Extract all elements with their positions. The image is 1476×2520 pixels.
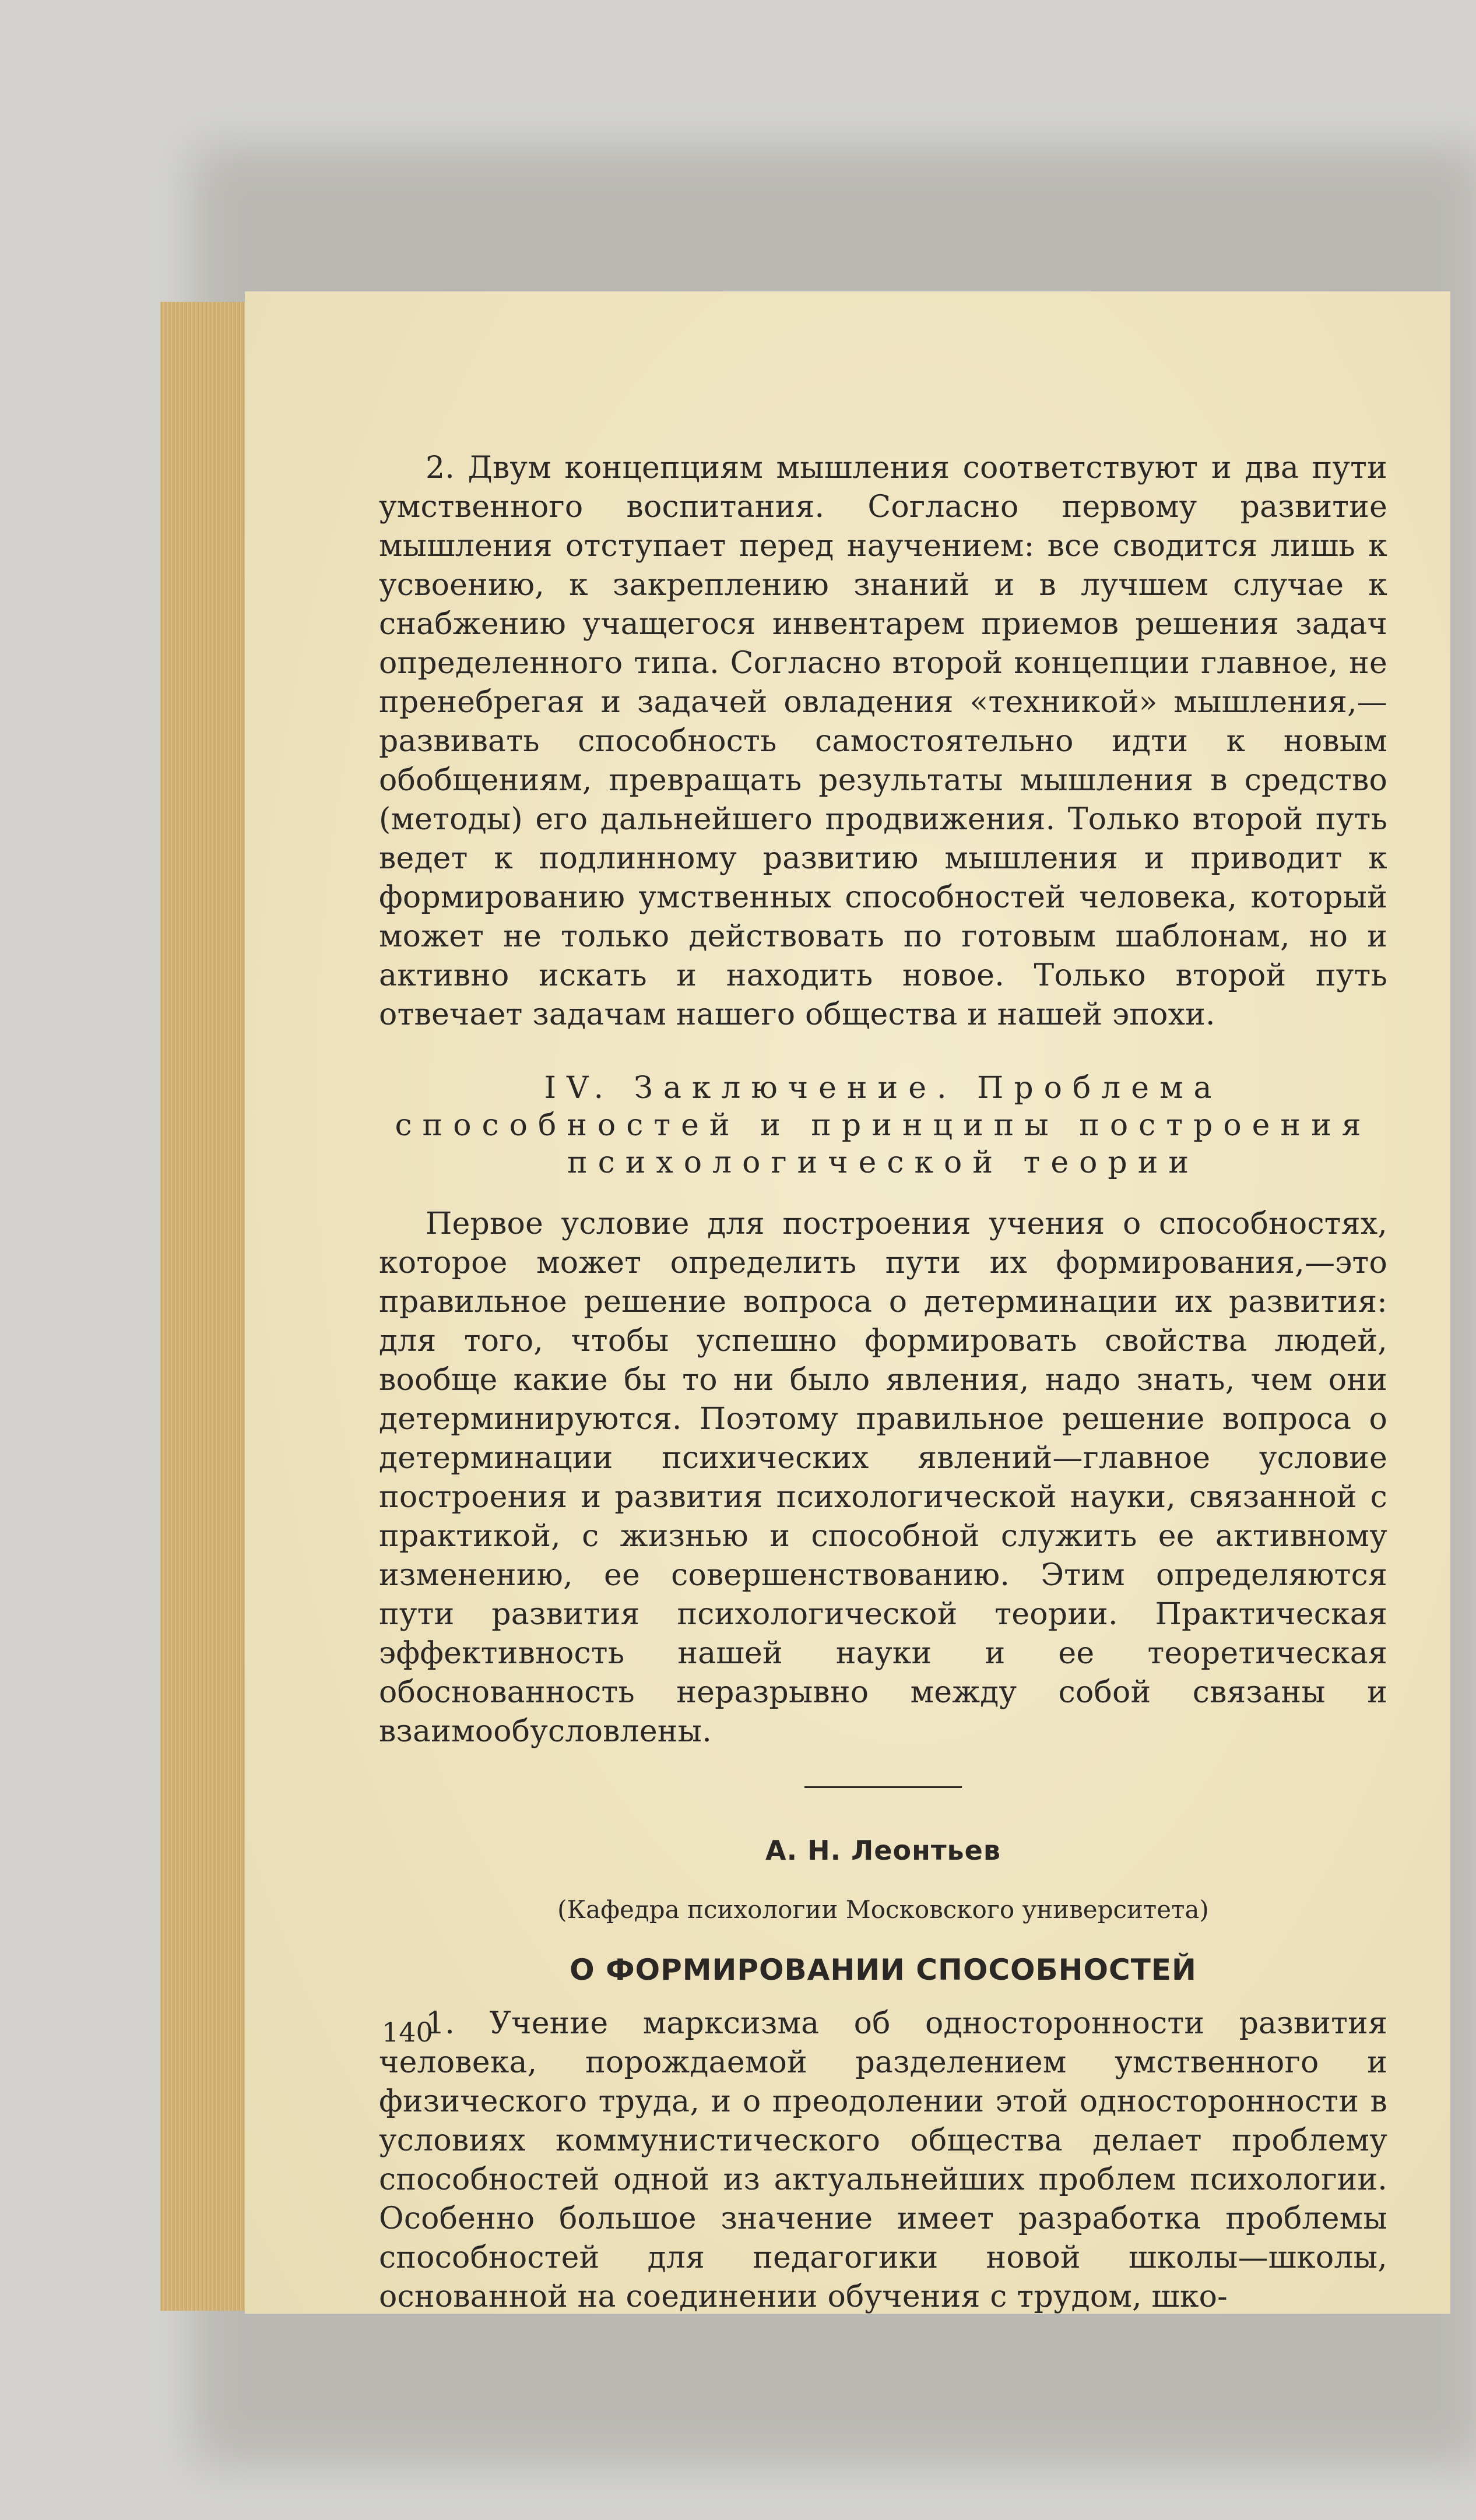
paragraph-1: 2. Двум концепциям мышления соответствуют и два пути умственного воспитания. Согласно первому развитие мышления отступает перед научением: все сводится лишь к усвоению, к закреплению знаний и в лучшем случае к снабжению учащегося инвентарем приемов решения задач определенного типа. Согласно второй концепции главное, не пренебрегая и задачей овладения «техникой» мышления,—развивать способность самостоятельно идти к новым обобщениям, превращать результаты мышления в средство (методы) его дальнейшего продвижения. Только второй путь ведет к подлинному развитию мышления и приводит к формированию умственных способностей человека, который может не только действовать по готовым шаблонам, но и активно искать и находить новое. Только второй путь отвечает задачам нашего общества и нашей эпохи. <box>379 450 1387 1032</box>
page-content <box>379 449 1387 2317</box>
author-name: А. Н. Леонтьев <box>765 1835 1001 1866</box>
paragraph-3: 1. Учение марксизма об односторонности развития человека, порождаемой разделением умственного и физического труда, и о преодолении этой односторонности в условиях коммунистического общества делает проблему способностей одной из актуальнейших проблем психологии. Особенно большое значение имеет разработка проблемы способностей для педагогики новой школы—школы, основанной на соединении обучения с трудом, шко- <box>379 2006 1387 2314</box>
separator-rule <box>804 1786 962 1788</box>
article-title: О ФОРМИРОВАНИИ СПОСОБНОСТЕЙ <box>570 1953 1197 1987</box>
section-heading: IV. Заключение. Проблема способностей и принципы построения психологической теории <box>395 1071 1372 1180</box>
author-affiliation: (Кафедра психологии Московского университета) <box>557 1895 1209 1924</box>
paragraph-2: Первое условие для построения учения о способностях, которое может определить пути их формирования,—это правильное решение вопроса о детерминации их развития: для того, чтобы успешно формировать свойства людей, вообще какие бы то ни было явления, надо знать, чем они детерминируются. Поэтому правильное решение вопроса о детерминации психических явлений—главное условие построения и развития психологической науки, связанной с практикой, с жизнью и способной служить ее активному изменению, ее совершенствованию. Этим определяются пути развития психологической теории. Практическая эффективность нашей науки и ее теоретическая обоснованность неразрывно между собой связаны и взаимообусловлены. <box>379 1206 1387 1749</box>
book-page-edges <box>160 302 249 2311</box>
page-number: 140 <box>382 2016 433 2048</box>
